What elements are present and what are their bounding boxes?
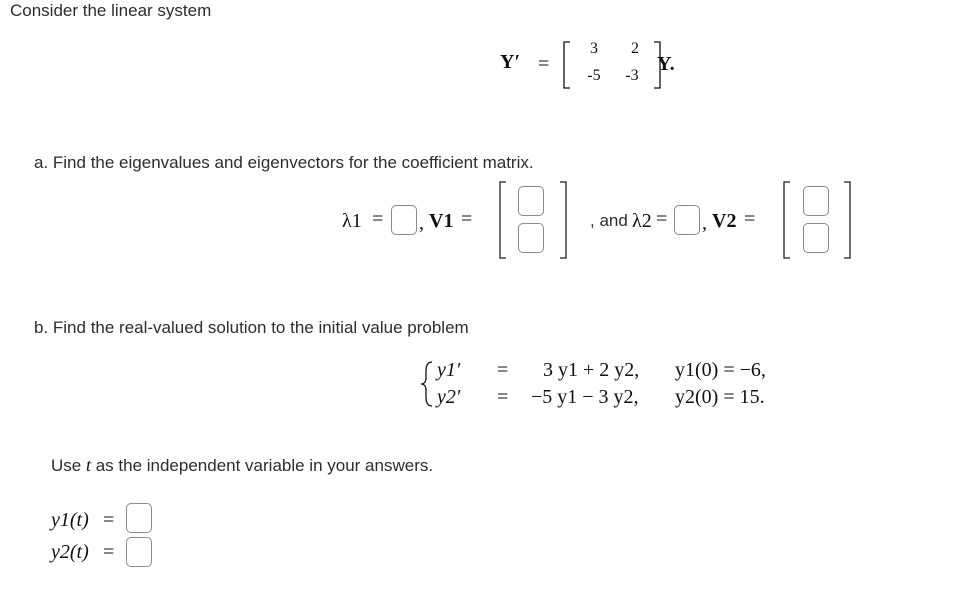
lambda1-input[interactable]: [391, 205, 417, 235]
system-lhs: Y′: [500, 51, 521, 73]
y1-answer-input[interactable]: [126, 503, 152, 533]
part-b-prompt: b. Find the real-valued solution to the initial value problem: [34, 318, 469, 337]
row1-rhs: 3 y1 + 2 y2,: [543, 359, 640, 381]
lambda2-eq: =: [656, 208, 668, 230]
part-a-prompt: a. Find the eigenvalues and eigenvectors for the coefficient matrix.: [34, 153, 534, 172]
lambda1-label: λ1: [342, 210, 362, 232]
lambda1-eq: =: [372, 208, 384, 230]
row1-lhs: y1′: [437, 359, 461, 381]
v1-component-2-input[interactable]: [518, 223, 544, 253]
lambda2-input[interactable]: [674, 205, 700, 235]
row1-initial-condition: y1(0) = −6,: [675, 359, 766, 381]
coefficient-matrix-brackets: [562, 40, 662, 90]
v1-eq: =: [461, 208, 473, 230]
row1-eq: =: [497, 359, 509, 381]
v2-component-1-input[interactable]: [803, 186, 829, 216]
and-text: , and: [590, 211, 628, 230]
row2-eq: =: [497, 386, 509, 408]
v1-component-1-input[interactable]: [518, 186, 544, 216]
matrix-a11: 3: [590, 40, 598, 57]
intro-text: Consider the linear system: [10, 1, 212, 20]
matrix-a21: -5: [587, 67, 601, 84]
comma-1: ,: [419, 212, 424, 234]
comma-2: ,: [702, 212, 707, 234]
system-rhs: Y.: [657, 53, 675, 75]
row2-rhs: −5 y1 − 3 y2,: [531, 386, 639, 408]
v1-label: V1: [429, 210, 454, 232]
v2-label: V2: [712, 210, 737, 232]
y1-label: y1(t): [51, 509, 89, 531]
row2-lhs: y2′: [437, 386, 461, 408]
y2-label: y2(t): [51, 541, 89, 563]
y1-eq: =: [103, 509, 115, 531]
system-eq: =: [538, 53, 550, 75]
lambda2-label: λ2: [632, 210, 652, 232]
row2-initial-condition: y2(0) = 15.: [675, 386, 765, 408]
independent-variable-note: Use t as the independent variable in your answers.: [51, 455, 434, 475]
y2-answer-input[interactable]: [126, 537, 152, 567]
y2-eq: =: [103, 541, 115, 563]
matrix-a12: 2: [631, 40, 639, 57]
system-brace: [420, 360, 434, 408]
v2-component-2-input[interactable]: [803, 223, 829, 253]
v2-eq: =: [744, 208, 756, 230]
matrix-a22: -3: [625, 67, 639, 84]
